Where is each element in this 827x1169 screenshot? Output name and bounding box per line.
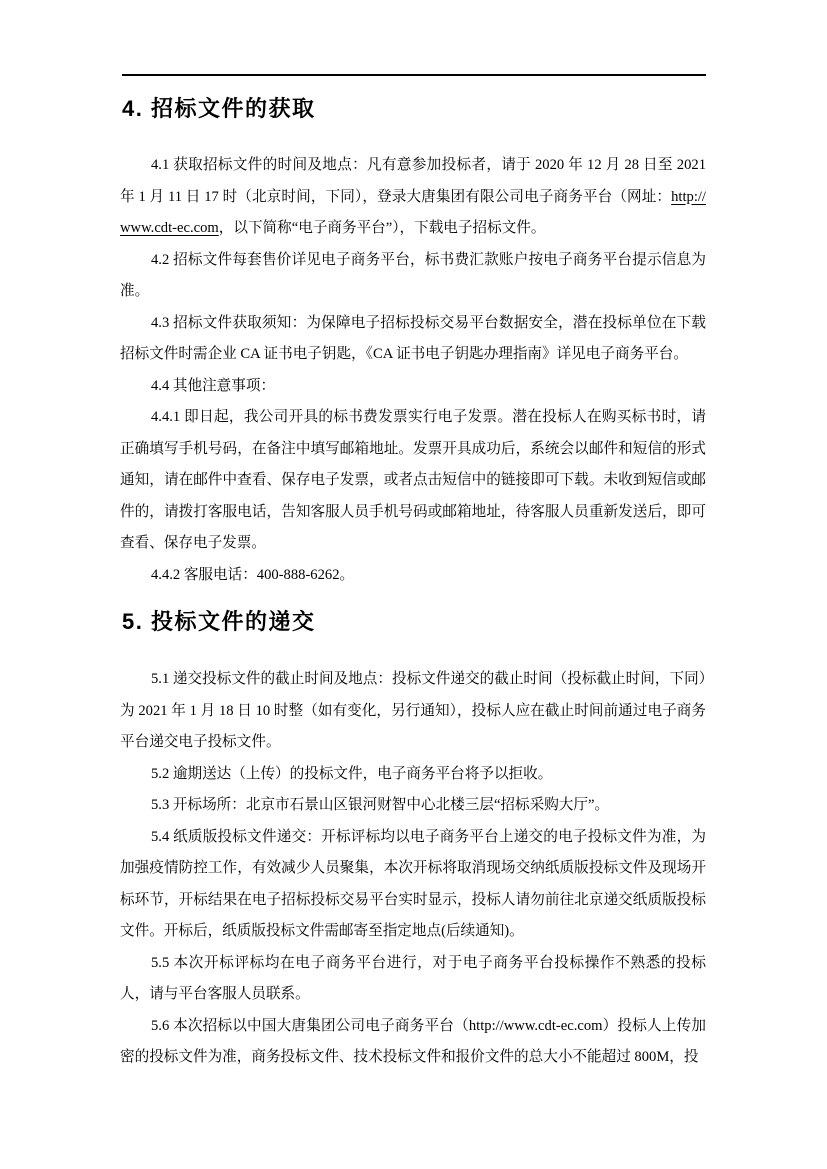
paragraph-4-4-2: 4.4.2 客服电话：400-888-6262。	[151, 566, 355, 583]
paragraph-4-4-1: 4.4.1 即日起，我公司开具的标书费发票实行电子发票。潜在投标人在购买标书时，请正确填写手机号码，在备注中填写邮箱地址。发票开具成功后，系统会以邮件和短信的形式通知，请在邮件中查看、保存电子发票，或者点击短信中的链接即可下载。未收到短信或邮件的，请拨打客服电话，告知客服人员手机号码或邮箱地址，待客服人员重新发送后，即可查看、保存电子发票。	[120, 409, 706, 551]
section-4-heading: 4. 招标文件的获取	[122, 96, 316, 121]
page-content	[120, 76, 706, 1074]
paragraph-5-2: 5.2 逾期送达（上传）的投标文件，电子商务平台将予以拒收。	[151, 765, 553, 782]
paragraph-4-1	[120, 150, 706, 245]
paragraph-5-5: 5.5 本次开标评标均在电子商务平台进行，对于电子商务平台投标操作不熟悉的投标人，请与平台客服人员联系。	[120, 954, 706, 1002]
paragraph-4-1-text-before-link: 4.1 获取招标文件的时间及地点：凡有意参加投标者，请于 2020 年 12 月 28 日至 2021 年 1 月 11 日 17 时（北京时间，下同），登录大唐集团有限公司电子商务平台（网址：	[120, 157, 706, 205]
paragraph-5-6: 5.6 本次招标以中国大唐集团公司电子商务平台（http://www.cdt-ec.com）投标人上传加密的投标文件为准，商务投标文件、技术投标文件和报价文件的总大小不能超过 800M，投	[120, 1017, 706, 1065]
cdt-ec-url-link[interactable]: http://www.cdt-ec.com	[120, 188, 706, 236]
paragraph-4-3: 4.3 招标文件获取须知：为保障电子招标投标交易平台数据安全，潜在投标单位在下载招标文件时需企业 CA 证书电子钥匙，《CA 证书电子钥匙办理指南》详见电子商务平台。	[120, 314, 706, 362]
section-5-heading: 5. 投标文件的递交	[122, 609, 316, 634]
paragraph-4-2: 4.2 招标文件每套售价详见电子商务平台，标书费汇款账户按电子商务平台提示信息为准。	[120, 251, 706, 299]
paragraph-5-3: 5.3 开标场所：北京市石景山区银河财智中心北楼三层“招标采购大厅”。	[151, 797, 610, 813]
paragraph-4-1-text-after-link: ，以下简称“电子商务平台”），下载电子招标文件。	[218, 220, 546, 236]
paragraph-5-1: 5.1 递交投标文件的截止时间及地点：投标文件递交的截止时间（投标截止时间，下同）为 2021 年 1 月 18 日 10 时整（如有变化，另行通知），投标人应在截止时间前通过电子商务平台递交电子投标文件。	[120, 671, 706, 750]
paragraph-5-4: 5.4 纸质版投标文件递交：开标评标均以电子商务平台上递交的电子投标文件为准，为加强疫情防控工作，有效减少人员聚集，本次开标将取消现场交纳纸质版投标文件及现场开标环节，开标结果在电子招标投标交易平台实时显示，投标人请勿前往北京递交纸质版投标文件。开标后，纸质版投标文件需邮寄至指定地点(后续通知)。	[120, 828, 706, 939]
paragraph-4-4: 4.4 其他注意事项：	[151, 377, 276, 394]
